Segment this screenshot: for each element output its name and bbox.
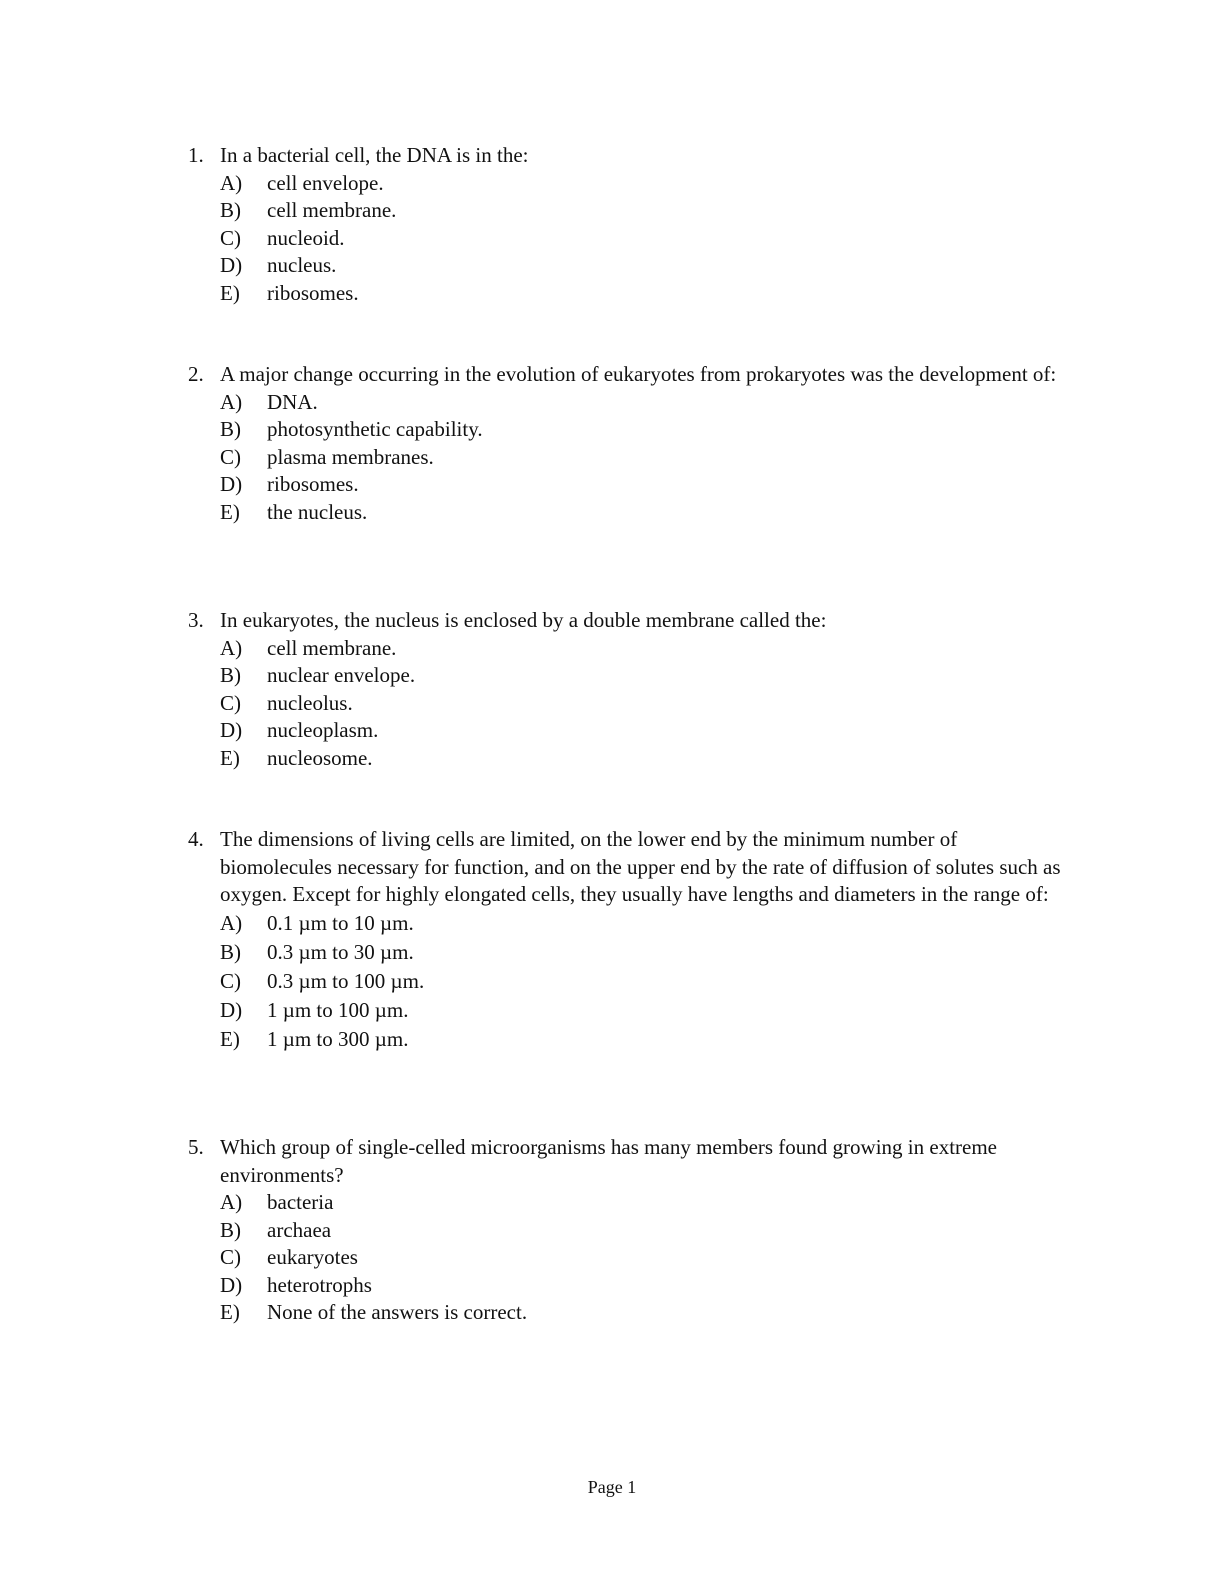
option-text: 1 µm to 300 µm.: [267, 1027, 409, 1052]
option-letter: B): [220, 663, 241, 687]
answer-option: [220, 471, 1068, 499]
option-letter: E): [220, 280, 240, 305]
option-letter: C): [220, 690, 241, 715]
question-text: Which group of single-celled microorganisms has many members found growing in extreme environments?: [220, 1135, 997, 1187]
answer-options: [220, 389, 1068, 527]
option-text: the nucleus.: [267, 499, 368, 524]
option-text: nuclear envelope.: [267, 663, 416, 687]
option-letter: D): [220, 718, 243, 742]
question-stem: [188, 1134, 1068, 1189]
option-text: 0.3 µm to 100 µm.: [267, 968, 425, 993]
option-text: cell envelope.: [267, 170, 384, 195]
option-text: nucleosome.: [267, 745, 373, 770]
option-letter: C): [220, 225, 241, 250]
answer-option: [220, 909, 1068, 938]
question-text: A major change occurring in the evolution of eukaryotes from prokaryotes was the development of:: [220, 362, 1057, 386]
option-letter: E): [220, 745, 240, 770]
option-letter: D): [220, 998, 243, 1023]
answer-option: [220, 444, 1068, 472]
question-number: 1.: [188, 143, 204, 167]
option-text: bacteria: [267, 1190, 334, 1214]
option-text: cell membrane.: [267, 198, 397, 222]
answer-option: [220, 389, 1068, 417]
option-text: heterotrophs: [267, 1272, 372, 1297]
answer-option: [220, 280, 1068, 308]
question-2: [188, 361, 1068, 526]
answer-option: [220, 938, 1068, 967]
question-5: [188, 1134, 1068, 1327]
option-letter: C): [220, 444, 241, 469]
answer-option: [220, 1217, 1068, 1245]
option-text: photosynthetic capability.: [267, 417, 483, 441]
option-letter: D): [220, 472, 243, 496]
answer-option: [220, 1299, 1068, 1327]
answer-option: [220, 1272, 1068, 1300]
question-number: 2.: [188, 362, 204, 386]
answer-option: [220, 967, 1068, 996]
question-stem: [188, 607, 1068, 635]
answer-option: [220, 170, 1068, 198]
option-text: nucleoid.: [267, 225, 345, 250]
option-letter: A): [220, 1190, 243, 1214]
option-text: plasma membranes.: [267, 444, 434, 469]
answer-option: [220, 745, 1068, 773]
question-3: [188, 607, 1068, 772]
question-1: [188, 142, 1068, 307]
option-letter: A): [220, 635, 243, 660]
answer-options: [220, 1189, 1068, 1327]
answer-option: [220, 252, 1068, 280]
option-letter: E): [220, 1300, 240, 1324]
answer-options: [220, 635, 1068, 773]
answer-option: [220, 662, 1068, 690]
page-number: Page 1: [587, 1477, 637, 1497]
option-text: cell membrane.: [267, 635, 397, 660]
option-letter: B): [220, 417, 241, 441]
question-4: [188, 826, 1068, 1055]
option-letter: E): [220, 1027, 240, 1052]
answer-options: [220, 909, 1068, 1055]
option-letter: D): [220, 1272, 243, 1297]
answer-option: [220, 416, 1068, 444]
answer-option: [220, 225, 1068, 253]
question-text: The dimensions of living cells are limited, on the lower end by the minimum number of biomolecules necessary for function, and on the upper end by the rate of diffusion of solutes such as oxygen. Except for highly elongated cells, they usually have lengths and diameters in the range of:: [220, 827, 1061, 906]
question-number: 4.: [188, 827, 204, 851]
option-letter: A): [220, 170, 243, 195]
option-text: ribosomes.: [267, 472, 359, 496]
answer-option: [220, 1244, 1068, 1272]
answer-option: [220, 635, 1068, 663]
option-letter: B): [220, 1217, 241, 1242]
question-number: 3.: [188, 608, 204, 632]
answer-option: [220, 717, 1068, 745]
option-letter: A): [220, 910, 243, 935]
option-letter: B): [220, 198, 241, 222]
option-letter: E): [220, 499, 240, 524]
option-letter: C): [220, 968, 241, 993]
option-text: eukaryotes: [267, 1245, 358, 1269]
question-stem: [188, 361, 1068, 389]
option-text: nucleolus.: [267, 690, 353, 715]
option-text: archaea: [267, 1217, 332, 1242]
question-stem: [188, 826, 1068, 909]
option-text: nucleus.: [267, 253, 337, 277]
option-text: DNA.: [267, 389, 318, 414]
question-stem: [188, 142, 1068, 170]
option-text: 0.1 µm to 10 µm.: [267, 910, 414, 935]
answer-option: [220, 1025, 1068, 1054]
option-text: nucleoplasm.: [267, 718, 379, 742]
answer-option: [220, 499, 1068, 527]
option-text: None of the answers is correct.: [267, 1300, 528, 1324]
option-letter: D): [220, 253, 243, 277]
answer-options: [220, 170, 1068, 308]
question-text: In eukaryotes, the nucleus is enclosed by a double membrane called the:: [220, 608, 827, 632]
answer-option: [220, 1189, 1068, 1217]
question-number: 5.: [188, 1135, 204, 1159]
option-letter: A): [220, 389, 243, 414]
option-text: ribosomes.: [267, 280, 359, 305]
answer-option: [220, 690, 1068, 718]
answer-option: [220, 996, 1068, 1025]
question-text: In a bacterial cell, the DNA is in the:: [220, 143, 529, 167]
option-letter: C): [220, 1245, 241, 1269]
option-letter: B): [220, 939, 241, 964]
option-text: 0.3 µm to 30 µm.: [267, 939, 414, 964]
answer-option: [220, 197, 1068, 225]
option-text: 1 µm to 100 µm.: [267, 998, 409, 1023]
